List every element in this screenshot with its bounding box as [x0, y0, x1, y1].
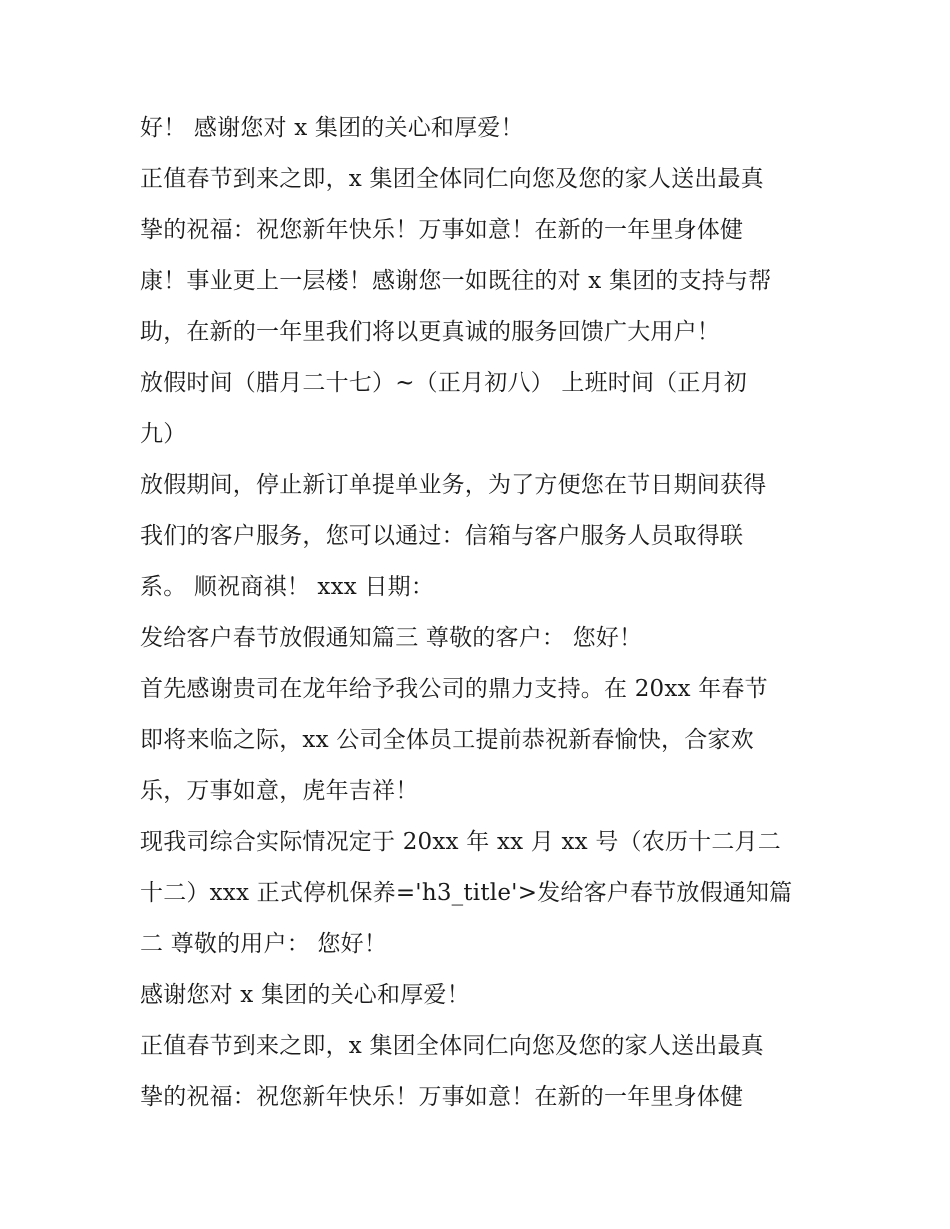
- text-line: 挚的祝福：祝您新年快乐！万事如意！在新的一年里身体健: [140, 217, 744, 243]
- text-line: 放假期间，停止新订单提单业务，为了方便您在节日期间获得: [140, 472, 767, 498]
- text-line: 放假时间（腊月二十七）~（正月初八） 上班时间（正月初: [140, 370, 747, 396]
- text-line: 感谢您对 x 集团的关心和厚爱！: [140, 982, 470, 1008]
- document-body: [140, 103, 820, 1123]
- text-line: 康！事业更上一层楼！感谢您一如既往的对 x 集团的支持与帮: [140, 268, 772, 294]
- text-line: 即将来临之际，xx 公司全体员工提前恭祝新春愉快，合家欢: [140, 727, 754, 753]
- text-line: 乐，万事如意，虎年吉祥！: [140, 778, 419, 804]
- text-line: 助，在新的一年里我们将以更真诚的服务回馈广大用户！: [140, 319, 720, 345]
- text-line: 现我司综合实际情况定于 20xx 年 xx 月 xx 号（农历十二月二: [140, 829, 781, 855]
- section-heading-line: 发给客户春节放假通知篇三 尊敬的客户： 您好！: [140, 625, 643, 651]
- text-line: 系。 顺祝商祺！ xxx 日期：: [140, 574, 435, 600]
- text-line: 我们的客户服务，您可以通过：信箱与客户服务人员取得联: [140, 523, 744, 549]
- text-line: 挚的祝福：祝您新年快乐！万事如意！在新的一年里身体健: [140, 1084, 744, 1110]
- text-line: 十二）xxx 正式停机保养='h3_title'>发给客户春节放假通知篇: [140, 880, 793, 906]
- text-line: 正值春节到来之即，x 集团全体同仁向您及您的家人送出最真: [140, 1033, 764, 1059]
- text-line: 九）: [140, 421, 187, 447]
- text-line: 正值春节到来之即，x 集团全体同仁向您及您的家人送出最真: [140, 166, 764, 192]
- text-line: 好！ 感谢您对 x 集团的关心和厚爱！: [140, 115, 524, 141]
- text-line: 首先感谢贵司在龙年给予我公司的鼎力支持。在 20xx 年春节: [140, 676, 768, 702]
- section-heading-line: 二 尊敬的用户： 您好！: [140, 931, 388, 957]
